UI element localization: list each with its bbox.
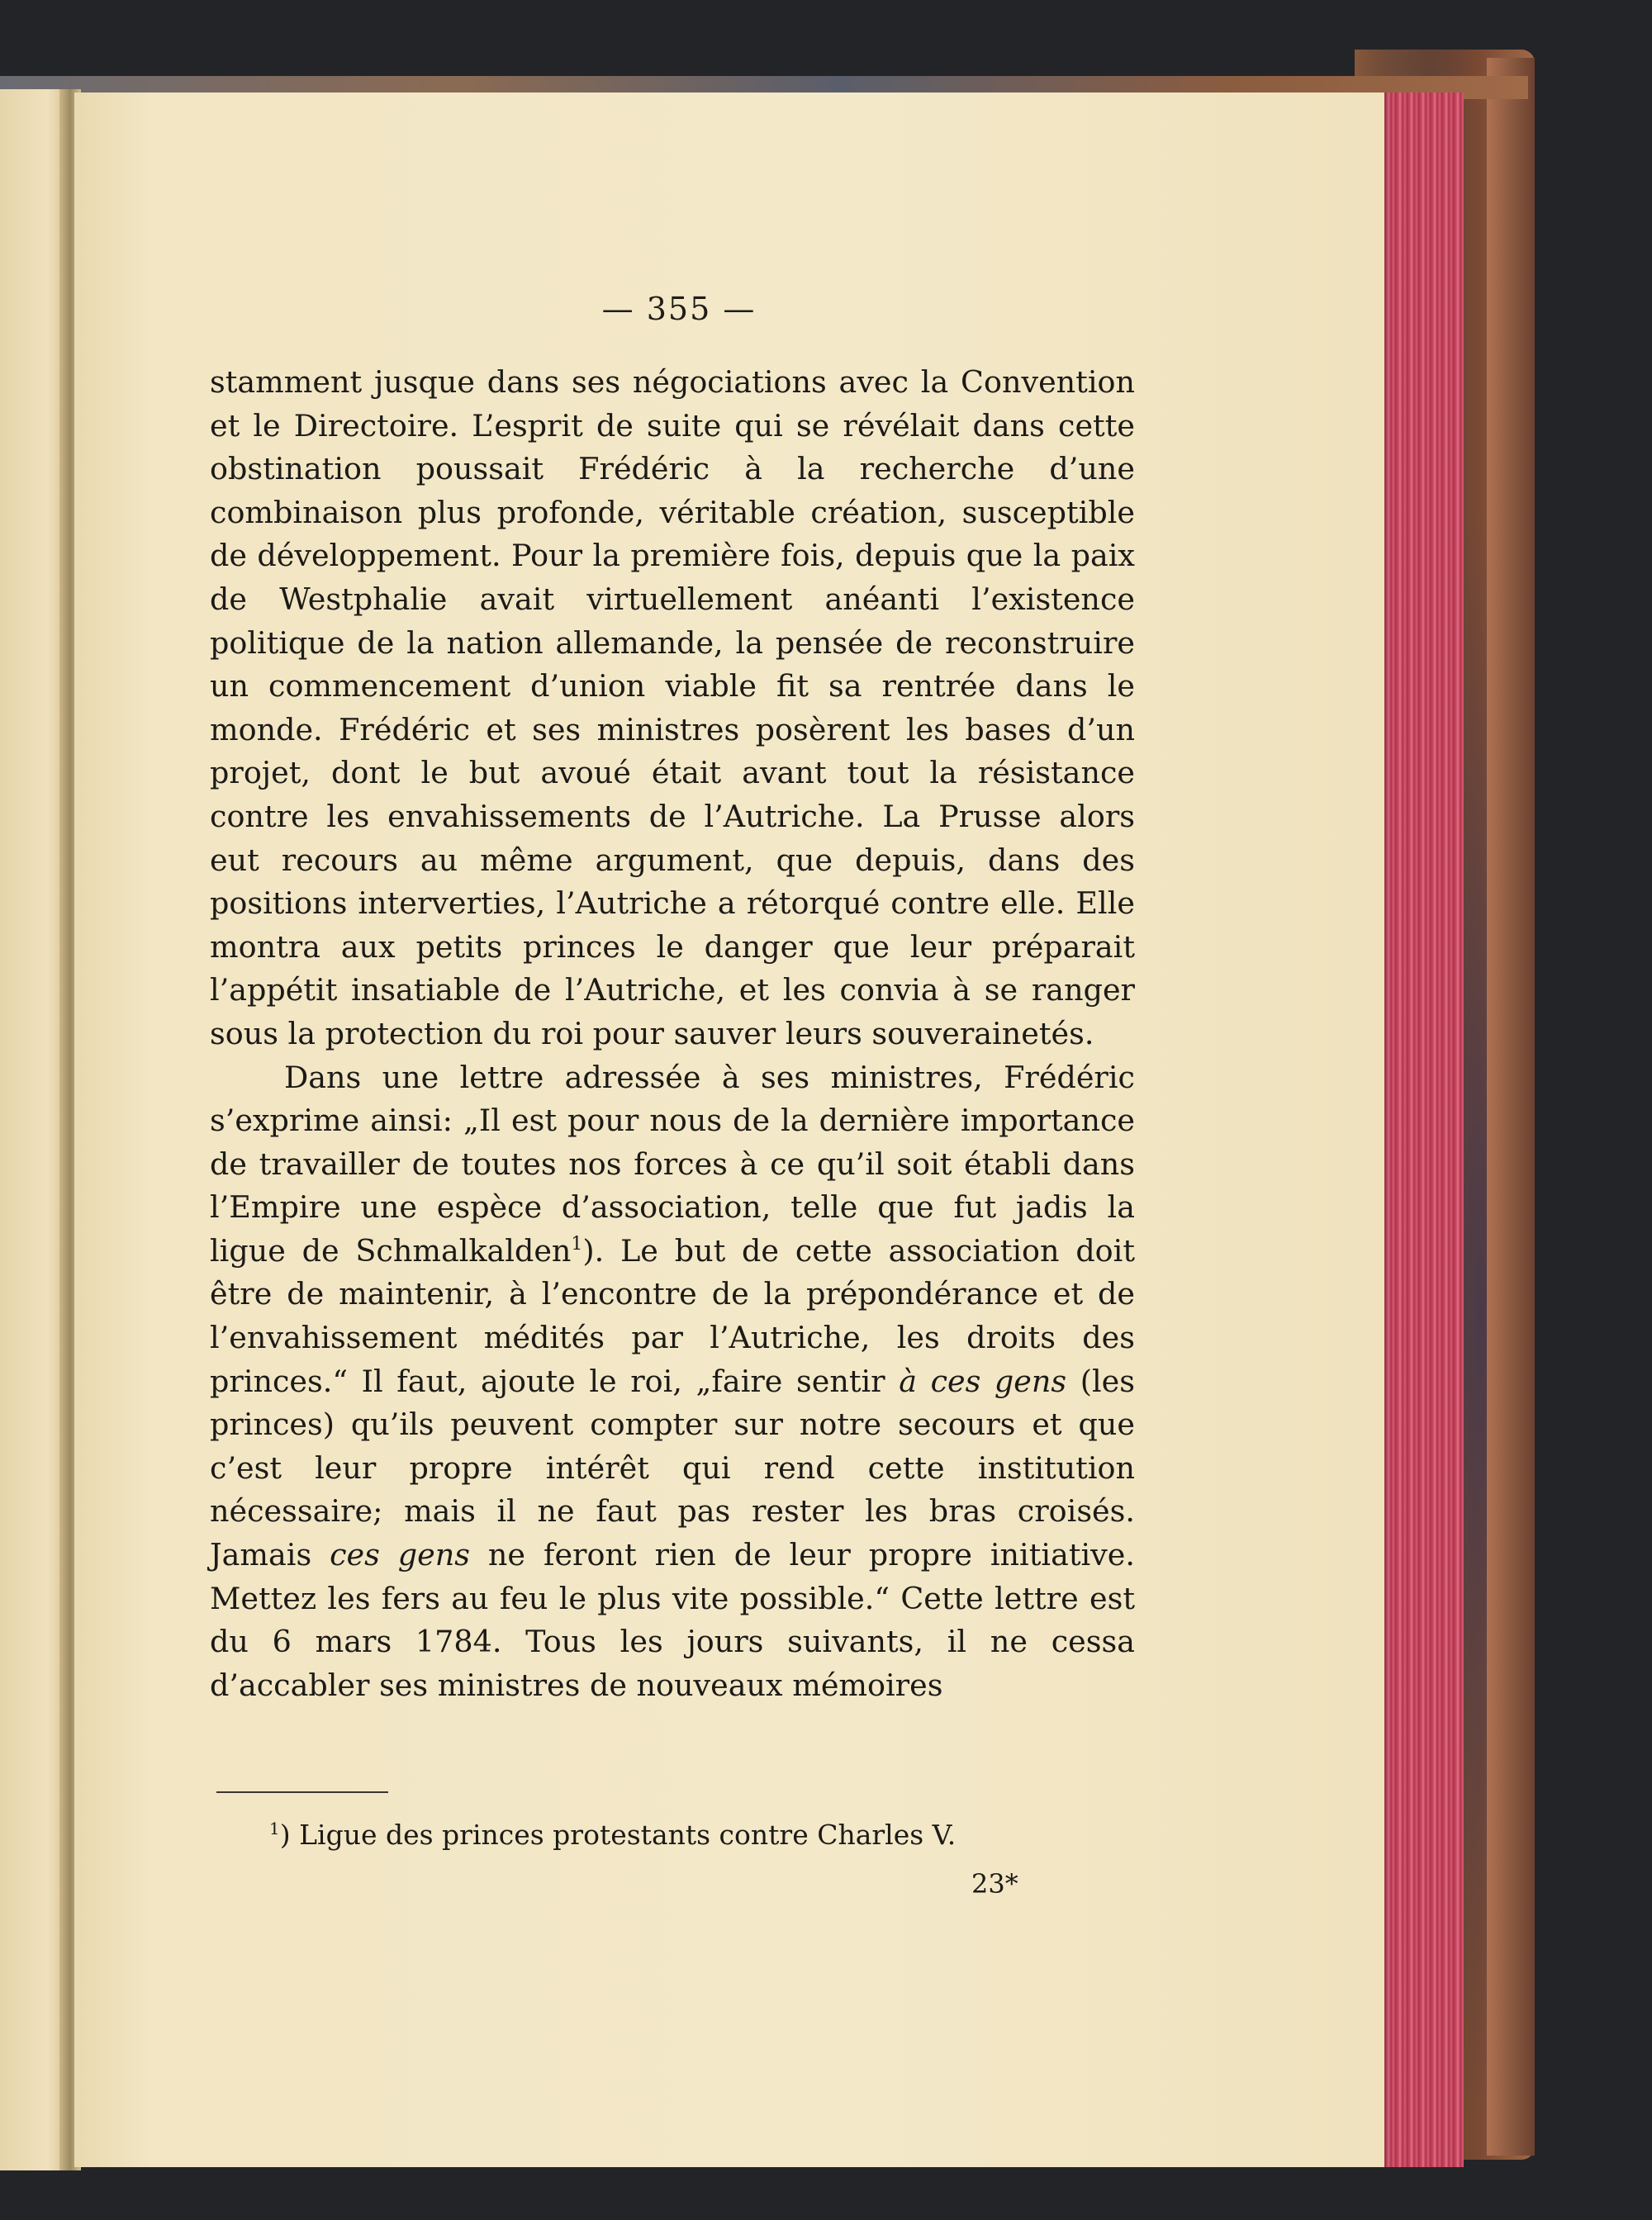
signature-mark: 23* — [971, 1868, 1018, 1900]
body-text — [210, 361, 1135, 1707]
paragraph-1: stamment jusque dans ses négociations avec la Convention et le Directoire. L’esprit de suite qui se révélait dans cette obstination poussait Frédéric à la recherche d’une combinaison plus profonde, véritable création, susceptible de développement. Pour la première fois, depuis que la paix de Westphalie avait virtuellement anéanti l’existence politique de la nation allemande, la pensée de reconstruire un commencement d’union viable fit sa rentrée dans le monde. Frédéric et ses ministres posèrent les bases d’un projet, dont le but avoué était avant tout la résistance contre les envahissements de l’Autriche. La Prusse alors eut recours au même argument, que depuis, dans des positions interverties, l’Autriche a rétorqué contre elle. Elle montra aux petits princes le danger que leur préparait l’appétit insatiable de l’Autriche, et les convia à se ranger sous la protection du roi pour sauver leurs souverainetés. — [210, 364, 1135, 1051]
book-cover-edge — [1487, 58, 1535, 2156]
footnote-text: ) Ligue des princes protestants contre Charles V. — [279, 1819, 957, 1851]
paragraph-2-part-1: Dans une lettre adressée à ses ministres, Frédéric s’exprime ainsi: „Il est pour nous de la dernière importance de travailler de toutes nos forces à ce qu’il soit établi dans l’Empire une espèce d’association, telle que fut jadis la ligue de Schmalkalden — [210, 1059, 1135, 1269]
facing-page-edge — [0, 89, 68, 2170]
footnote-marker: 1 — [269, 1819, 280, 1838]
red-page-edges — [1384, 92, 1464, 2167]
page-edge-shadow — [1384, 92, 1391, 2167]
footnote — [269, 1819, 1095, 1851]
italic-phrase-1: à ces gens — [899, 1363, 1067, 1399]
paragraph-2-part-4: ne feront rien de leur propre initiative. Mettez les fers au feu le plus vite possible.“ Cette lettre est du 6 mars 1784. Tous les jours suivants, il ne cessa d’accabler ses ministres de nouveaux mémoires — [210, 1537, 1135, 1703]
paragraph-2-part-3: (les princes) qu’ils peuvent compter sur notre secours et que c’est leur propre intérêt qui rend cette institution nécessaire; mais il ne faut pas rester les bras croisés. Jamais — [210, 1363, 1135, 1573]
italic-phrase-2: ces gens — [330, 1537, 470, 1573]
footnote-reference: 1 — [571, 1233, 583, 1255]
page-number: — 355 — — [601, 291, 757, 327]
footnote-rule — [216, 1791, 388, 1793]
paragraph-2 — [210, 1056, 1135, 1708]
paragraph-2-part-2: ). Le but de cette association doit être de maintenir, à l’encontre de la prépondérance et de l’envahissement médités par l’Autriche, les droits des princes.“ Il faut, ajoute le roi, „faire sentir — [210, 1232, 1135, 1399]
